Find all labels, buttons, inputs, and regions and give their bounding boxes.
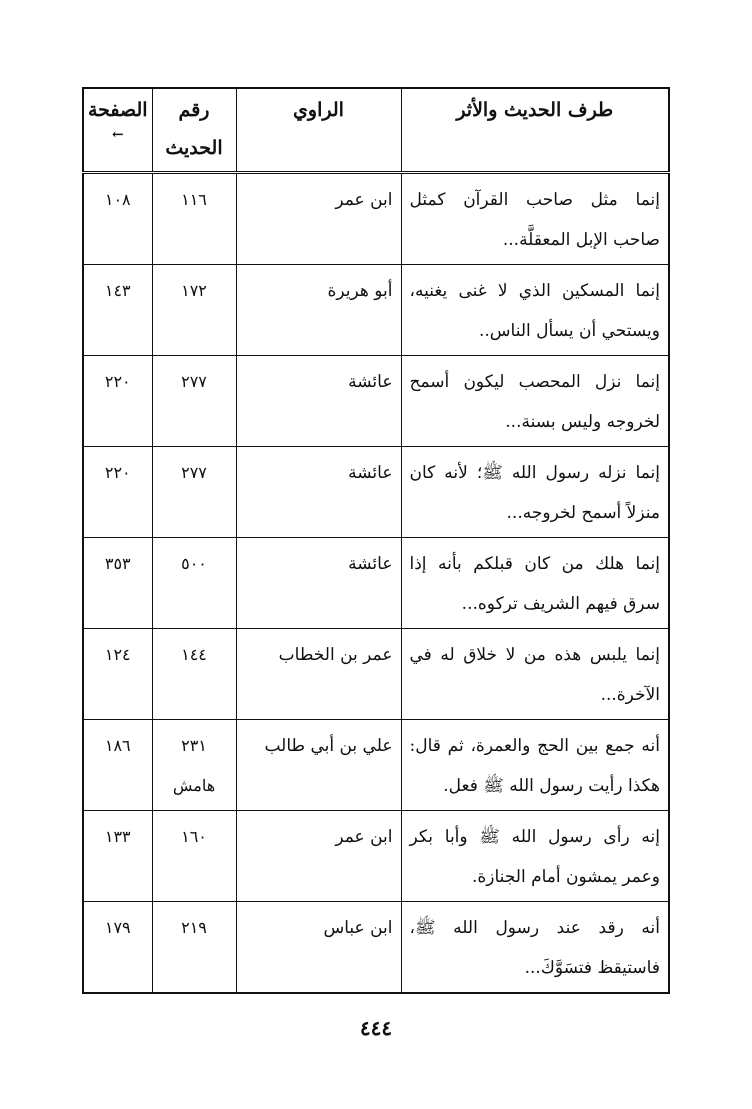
header-hadith-text: طرف الحديث والأثر (401, 88, 669, 173)
header-page-label: الصفحة (87, 99, 148, 121)
table-row (83, 629, 669, 720)
header-hadith-number: رقم الحديث (152, 88, 236, 173)
table-row (83, 173, 669, 265)
narrator: ابن عمر (236, 173, 401, 265)
hadith-number: ١١٦ (152, 173, 236, 265)
narrator: عائشة (236, 538, 401, 629)
page-ref: ٣٥٣ (83, 538, 152, 629)
hadith-number: ٢٧٧ (152, 356, 236, 447)
hadith-text: أنه رقد عند رسول الله ﷺ، فاستيقظ فتسَوَّكَ... (401, 902, 669, 994)
page-number: ٤٤٤ (359, 1016, 393, 1040)
page-ref: ٢٢٠ (83, 447, 152, 538)
hadith-text: إنما المسكين الذي لا غنى يغنيه، ويستحي أن يسأل الناس.. (401, 265, 669, 356)
table-row (83, 447, 669, 538)
narrator: ابن عباس (236, 902, 401, 994)
hadith-text: إنما مثل صاحب القرآن كمثل صاحب الإبل المعقلَّة... (401, 173, 669, 265)
hadith-text: إنما نزله رسول الله ﷺ؛ لأنه كان منزلاً أسمح لخروجه... (401, 447, 669, 538)
narrator: ابن عمر (236, 811, 401, 902)
hadith-number: ١٧٢ (152, 265, 236, 356)
table-row (83, 265, 669, 356)
index-table (82, 87, 670, 994)
narrator: أبو هريرة (236, 265, 401, 356)
table-row (83, 902, 669, 994)
page-ref: ١٨٦ (83, 720, 152, 811)
narrator: عائشة (236, 356, 401, 447)
hadith-number: ٥٠٠ (152, 538, 236, 629)
hadith-number: ٢١٩ (152, 902, 236, 994)
hadith-text: إنما هلك من كان قبلكم بأنه إذا سرق فيهم الشريف تركوه... (401, 538, 669, 629)
hadith-number: ٢٧٧ (152, 447, 236, 538)
hadith-number: ١٤٤ (152, 629, 236, 720)
hadith-number: ٢٣١ (181, 736, 207, 755)
header-row (83, 88, 669, 173)
page-ref: ١٢٤ (83, 629, 152, 720)
narrator: علي بن أبي طالب (236, 720, 401, 811)
hadith-text: إنما نزل المحصب ليكون أسمح لخروجه وليس بسنة... (401, 356, 669, 447)
page-ref: ٢٢٠ (83, 356, 152, 447)
hadith-number: ١٦٠ (152, 811, 236, 902)
arrow-left-icon: ← (111, 127, 124, 143)
page-ref: ١٣٣ (83, 811, 152, 902)
hadith-number-cell (152, 720, 236, 811)
page-ref: ١٤٣ (83, 265, 152, 356)
narrator: عمر بن الخطاب (236, 629, 401, 720)
page-ref: ١٧٩ (83, 902, 152, 994)
footnote-note: هامش (172, 776, 216, 795)
hadith-text: إنه رأى رسول الله ﷺ وأبا بكر وعمر يمشون أمام الجنازة. (401, 811, 669, 902)
header-narrator: الراوي (236, 88, 401, 173)
narrator: عائشة (236, 447, 401, 538)
page-ref: ١٠٨ (83, 173, 152, 265)
hadith-text: إنما يلبس هذه من لا خلاق له في الآخرة... (401, 629, 669, 720)
header-page (83, 88, 152, 173)
table-row (83, 720, 669, 811)
table-row (83, 356, 669, 447)
table-row (83, 811, 669, 902)
table-row (83, 538, 669, 629)
hadith-text: أنه جمع بين الحج والعمرة، ثم قال: هكذا رأيت رسول الله ﷺ فعل. (401, 720, 669, 811)
